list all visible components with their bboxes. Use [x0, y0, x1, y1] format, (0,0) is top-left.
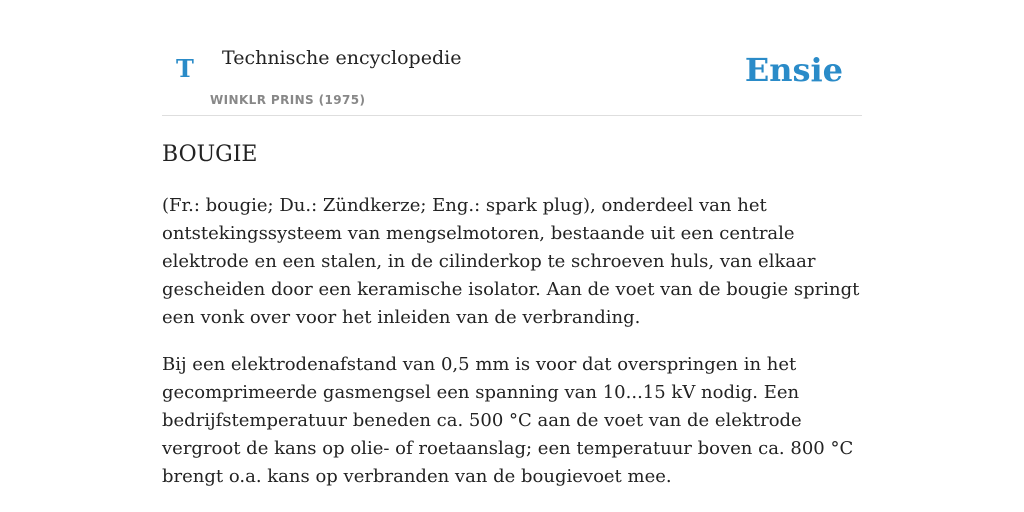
entry-title: BOUGIE: [162, 142, 258, 167]
work-subtitle: WINKLR PRINS (1975): [210, 93, 366, 107]
encyclopedia-header: [162, 32, 862, 116]
entry-body: [162, 192, 862, 491]
work-logo-icon[interactable]: T: [176, 54, 194, 83]
entry-content: [162, 140, 862, 491]
entry-paragraph: Bij een elektrodenafstand van 0,5 mm is voor dat overspringen in het gecomprimeerde gasmengsel een spanning van 10...15 kV nodig. Een bedrijfstemperatuur beneden ca. 500 °C aan de voet van de elektrode vergroot de kans op olie- of roetaanslag; een temperatuur boven ca. 800 °C brengt o.a. kans op verbranden van de bougievoet mee.: [162, 354, 854, 487]
work-title-link[interactable]: Technische encyclopedie: [222, 47, 462, 69]
entry-paragraph: (Fr.: bougie; Du.: Zündkerze; Eng.: spark plug), onderdeel van het ontstekingssysteem van mengselmotoren, bestaande uit een centrale elektrode en een stalen, in de cilinderkop te schroeven huls, van elkaar gescheiden door een keramische isolator. Aan de voet van de bougie springt een vonk over voor het inleiden van de verbranding.: [162, 195, 860, 328]
brand-logo-link[interactable]: Ensie: [744, 51, 843, 89]
